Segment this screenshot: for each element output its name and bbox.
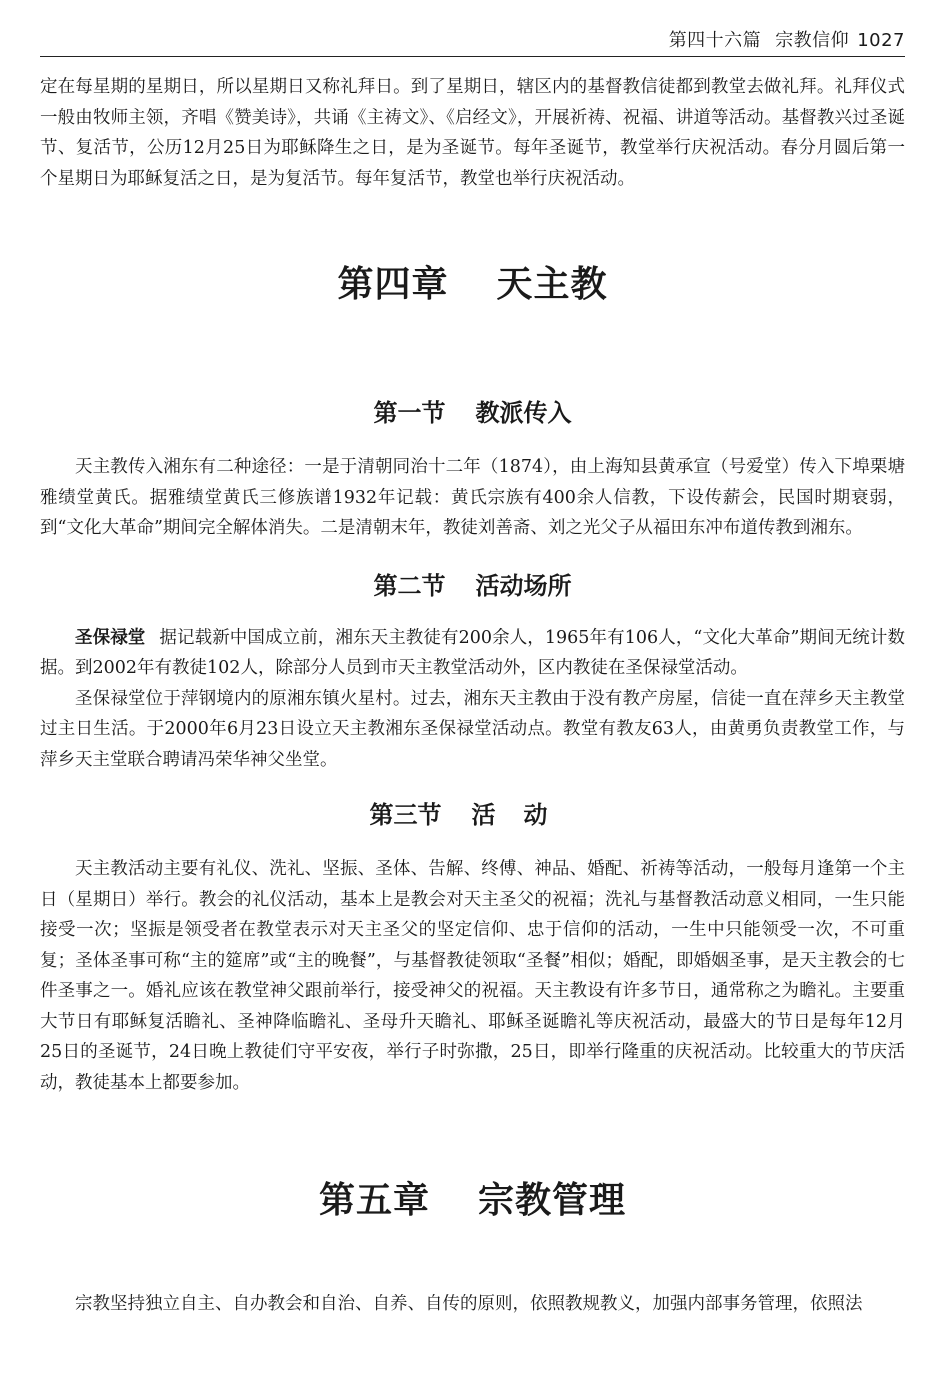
chapter-4-heading — [40, 256, 905, 307]
page-body — [40, 72, 905, 1320]
chapter-4-title: 天主教 — [496, 264, 608, 305]
section-1-number: 第一节 — [373, 399, 446, 427]
section-2-heading — [40, 566, 905, 601]
section-3-heading — [40, 795, 905, 830]
section-3-paragraph: 天主教活动主要有礼仪、洗礼、坚振、圣体、告解、终傅、神品、婚配、祈祷等活动，一般每月逢第一个主日（星期日）举行。教会的礼仪活动，基本上是教会对天主圣父的祝福；洗礼与基督教活动意义相同，一生只能接受一次；坚振是领受者在教堂表示对天主圣父的坚定信仰、忠于信仰的活动，一生中只能领受一次，不可重复；圣体圣事可称“主的筵席”或“主的晚餐”，与基督教徒领取“圣餐”相似；婚配，即婚姻圣事，是天主教会的七件圣事之一。婚礼应该在教堂神父跟前举行，接受神父的祝福。天主教设有许多节日，通常称之为瞻礼。主要重大节日有耶稣复活瞻礼、圣神降临瞻礼、圣母升天瞻礼、耶稣圣诞瞻礼等庆祝活动，最盛大的节日是每年12月25日的圣诞节，24日晚上教徒们守平安夜，举行子时弥撒，25日，即举行隆重的庆祝活动。比较重大的节庆活动，教徒基本上都要参加。 — [40, 859, 905, 1093]
section-2-title: 活动场所 — [475, 571, 572, 600]
chapter-5-number: 第五章 — [318, 1180, 430, 1221]
section-1-heading — [40, 393, 905, 428]
header-title: 宗教信仰 — [775, 30, 850, 51]
chapter-5-paragraph: 宗教坚持独立自主、自办教会和自治、自养、自传的原则，依照教规教义，加强内部事务管理，依照法 — [75, 1294, 863, 1314]
section-2-paragraph-1-text: 据记载新中国成立前，湘东天主教徒有200余人，1965年有106人，“文化大革命”期间无统计数据。到2002年有教徒102人，除部分人员到市天主教堂活动外，区内教徒在圣保禄堂活动。 — [40, 627, 906, 678]
running-header — [40, 26, 905, 57]
section-2-paragraph-1 — [40, 623, 905, 684]
section-3-title: 活动 — [471, 801, 576, 829]
chapter-4-number: 第四章 — [337, 264, 449, 305]
section-1-paragraph: 天主教传入湘东有二种途径：一是于清朝同治十二年（1874），由上海知县黄承宣（号爱堂）传入下埠栗塘雅绩堂黄氏。据雅绩堂黄氏三修族谱1932年记载：黄氏宗族有400余人信教，下设传薪会，民国时期衰弱，到“文化大革命”期间完全解体消失。二是清朝末年，教徒刘善斋、刘之光父子从福田东冲布道传教到湘东。 — [40, 457, 905, 538]
header-part: 第四十六篇 — [668, 30, 762, 51]
section-1-title: 教派传入 — [475, 399, 572, 427]
chapter-5-heading — [40, 1172, 905, 1223]
section-2-paragraph-2: 圣保禄堂位于萍钢境内的原湘东镇火星村。过去，湘东天主教由于没有教产房屋，信徒一直在萍乡天主教堂过主日生活。于2000年6月23日设立天主教湘东圣保禄堂活动点。教堂有教友63人，由黄勇负责教堂工作，与萍乡天主堂联合聘请冯荣华神父坐堂。 — [40, 688, 905, 770]
page-number: 1027 — [857, 30, 905, 51]
chapter-5-title: 宗教管理 — [478, 1180, 627, 1221]
header-text — [655, 26, 905, 56]
section-3-number: 第三节 — [369, 801, 442, 829]
section-2-lead-term: 圣保禄堂 — [75, 627, 146, 648]
section-2-number: 第二节 — [373, 571, 446, 600]
intro-paragraph: 定在每星期的星期日，所以星期日又称礼拜日。到了星期日，辖区内的基督教信徒都到教堂去做礼拜。礼拜仪式一般由牧师主领，齐唱《赞美诗》，共诵《主祷文》、《启经文》，开展祈祷、祝福、讲道等活动。基督教兴过圣诞节、复活节，公历12月25日为耶稣降生之日，是为圣诞节。每年圣诞节，教堂举行庆祝活动。春分月圆后第一个星期日为耶稣复活之日，是为复活节。每年复活节，教堂也举行庆祝活动。 — [40, 77, 905, 189]
